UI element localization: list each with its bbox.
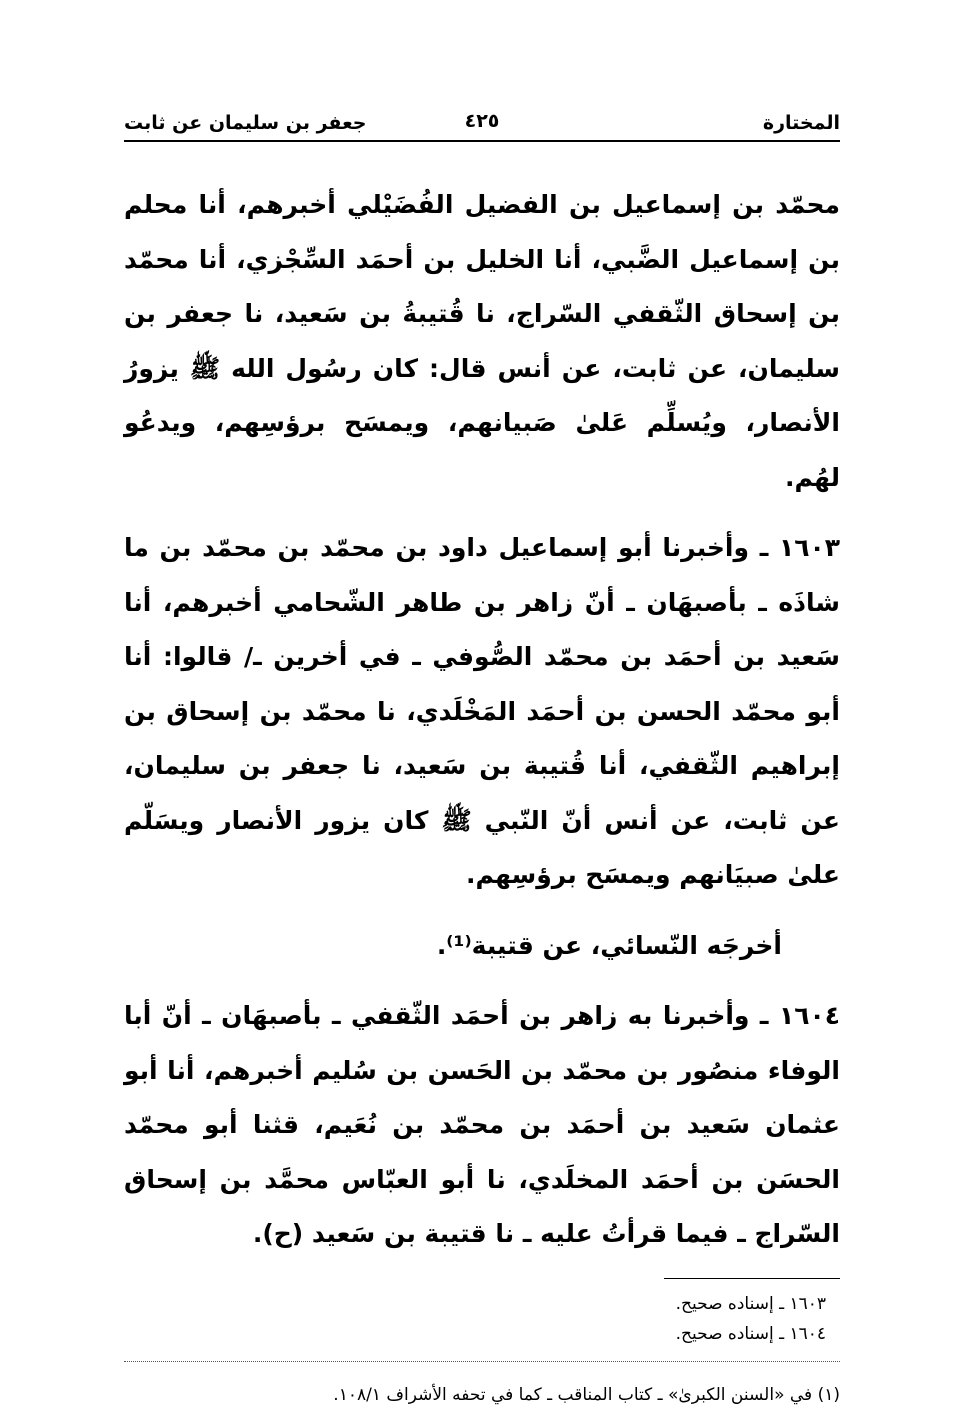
takhrij-note: أخرجَه النّسائي، عن قتيبة⁽¹⁾. [436,930,782,960]
hadith-1603: ١٦٠٣ ـ وأخبرنا أبو إسماعيل داود بن محمّد بن محمّد بن ما شاذَه ـ بأصبهَان ـ أنّ زاهر بن طاهر الشّحامي أخبرهم، أنا سَعيد بن أحمَد بن محمّد الصُّوفي ـ في أخرين ـ/ قالوا: أنا أبو محمّد الحسن بن أحمَد المَخْلَدي، نا محمّد بن إسحاق بن إبراهيم الثّقفي، أنا قُتيبة بن سَعيد، نا جعفر بن سليمان، عن ثابت، عن أنس أنّ النّبي ﷺ كان يزور الأنصار ويسَلّم علىٰ صبيَانهم ويمسَح برؤسِهم. [124,533,840,889]
main-text [124,178,840,1262]
footnote-separator [664,1278,840,1279]
section-title: جعفر بن سليمان عن ثابت [124,112,367,134]
book-title: المختارة [762,112,840,134]
note-1603: ١٦٠٣ ـ إسناده صحيح. [675,1293,826,1314]
dotted-separator [124,1361,840,1362]
page [124,100,840,1410]
paragraph-1: محمّد بن إسماعيل بن الفضيل الفُضَيْلي أخبرهم، أنا محلم بن إسماعيل الضَّبي، أنا الخليل بن أحمَد السِّجْزي، أنا محمّد بن إسحاق الثّقفي السّراج، نا قُتيبةُ بن سَعيد، نا جعفر بن سليمان، عن ثابت، عن أنس قال: كان رسُول الله ﷺ يزورُ الأنصار، ويُسلِّم عَلىٰ صَبيانهم، ويمسَح برؤسِهم، ويدعُو لهُم. [124,190,840,492]
isnad-notes [124,1289,840,1349]
footnotes [124,1380,840,1410]
hadith-1604: ١٦٠٤ ـ وأخبرنا به زاهر بن أحمَد الثّقفي ـ بأصبهَان ـ أنّ أبا الوفاء منصُور بن محمّد بن الحَسن بن سُليم أخبرهم، أنا أبو عثمان سَعيد بن أحمَد بن محمّد بن نُعَيم، قثنا أبو محمّد الحسَن بن أحمَد المخلَدي، نا أبو العبّاس محمَّد بن إسحاق السّراج ـ فيما قرأتُ عليه ـ نا قتيبة بن سَعيد (ح). [124,1001,840,1248]
page-number: ٤٢٥ [464,110,500,132]
running-header [124,100,840,142]
footnote-1: (١) في «السنن الكبرىٰ» ـ كتاب المناقب ـ كما في تحفه الأشراف ١٠٨/١. [333,1384,840,1405]
note-1604: ١٦٠٤ ـ إسناده صحيح. [675,1323,826,1344]
